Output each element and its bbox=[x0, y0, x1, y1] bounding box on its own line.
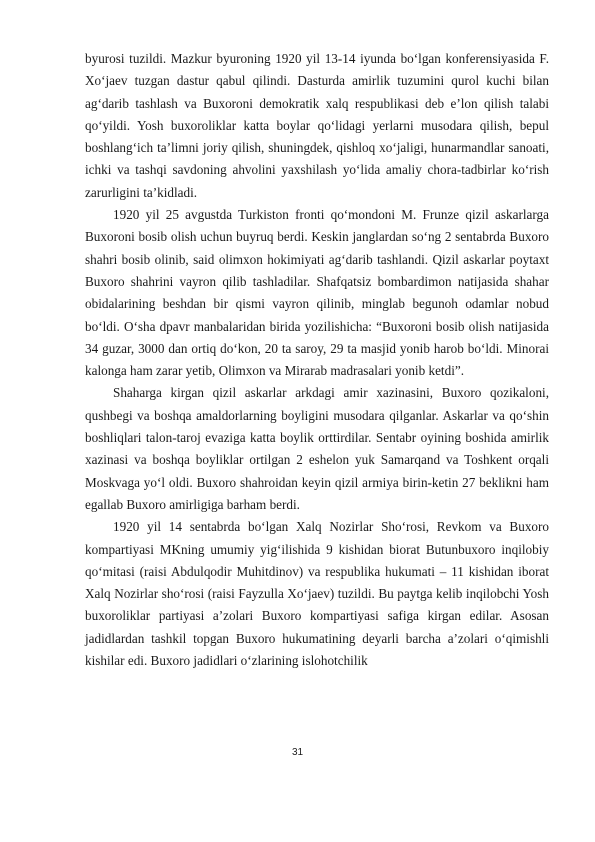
paragraph-continuation: byurosi tuzildi. Mazkur byuroning 1920 yil 13-14 iyunda bo‘lgan konferensiyasida F. Xo‘jaev tuzgan dastur qabul qilindi. Dasturda amirlik tuzumini qurol kuchi bilan ag‘darib tashlash va Buxoroni demokratik xalq respublikasi deb e’lon qilish talabi qo‘yildi. Yosh buxoroliklar katta boylar qo‘lidagi yerlarni musodara qilish, bepul boshlang‘ich ta’limni joriy qilish, shuningdek, qishloq xo‘jaligi, hunarmandlar sanoati, ichki va tashqi savdoning ahvolini yaxshilash yo‘lida amaliy chora-tadbirlar ko‘rish zarurligini ta’kidladi. bbox=[85, 51, 549, 200]
paragraph-treasury-seizure: Shaharga kirgan qizil askarlar arkdagi amir xazinasini, Buxoro qozikaloni, qushbegi va boshqa amaldorlarning boyligini musodara qilganlar. Askarlar va qo‘shin boshliqlari talon-taroj evaziga katta boylik orttirdilar. Sentabr oyining boshida amirlik xazinasi va boshqa boyliklar ortilgan 2 eshelon yuk Samarqand va Toshkent orqali Moskvaga yo‘l oldi. Buxoro shahroidan keyin qizil armiya birin-ketin 27 beklikni ham egallab Buxoro amirligiga barham berdi. bbox=[85, 385, 549, 512]
paragraph-government-formation: 1920 yil 14 sentabrda bo‘lgan Xalq Nozirlar Sho‘rosi, Revkom va Buxoro kompartiyasi MKning umumiy yig‘ilishida 9 kishidan biorat Butunbuxoro inqilobiy qo‘mitasi (raisi Abdulqodir Muhitdinov) va respublika hukumati – 11 kishidan iborat Xalq Nozirlar sho‘rosi (raisi Fayzulla Xo‘jaev) tuzildi. Bu paytga kelib inqilobchi Yosh buxoroliklar partiyasi a’zolari Buxoro kompartiyasi safiga kirgan edilar. Asosan jadidlardan tashkil topgan Buxoro hukumatining deyarli barcha a’zolari o‘qimishli kishilar edi. Buxoro jadidlari o‘zlarining islohotchilik bbox=[85, 519, 549, 669]
paragraph-frunze-order: 1920 yil 25 avgustda Turkiston fronti qo‘mondoni M. Frunze qizil askarlarga Buxoroni bosib olish uchun buyruq berdi. Keskin janglardan so‘ng 2 sentabrda Buxoro shahri bosib olinib, said olimxon hokimiyati ag‘darib tashlandi. Qizil askarlar poytaxt Buxoro shahrini vayron qilib tashladilar. Shafqatsiz bombardimon natijasida shahar obidalarining beshdan bir qismi vayron qilinib, minglab begunoh odamlar nobud bo‘ldi. O‘sha dpavr manbalaridan birida yozilishicha: “Buxoroni bosib olish natijasida 34 guzar, 3000 dan ortiq do‘kon, 20 ta saroy, 29 ta masjid yonib harob bo‘ldi. Minorai kalonga ham zarar yetib, Olimxon va Mirarab madrasalari yonib ketdi”. bbox=[85, 207, 549, 379]
page-number: 31 bbox=[291, 747, 304, 758]
document-page bbox=[85, 48, 549, 672]
